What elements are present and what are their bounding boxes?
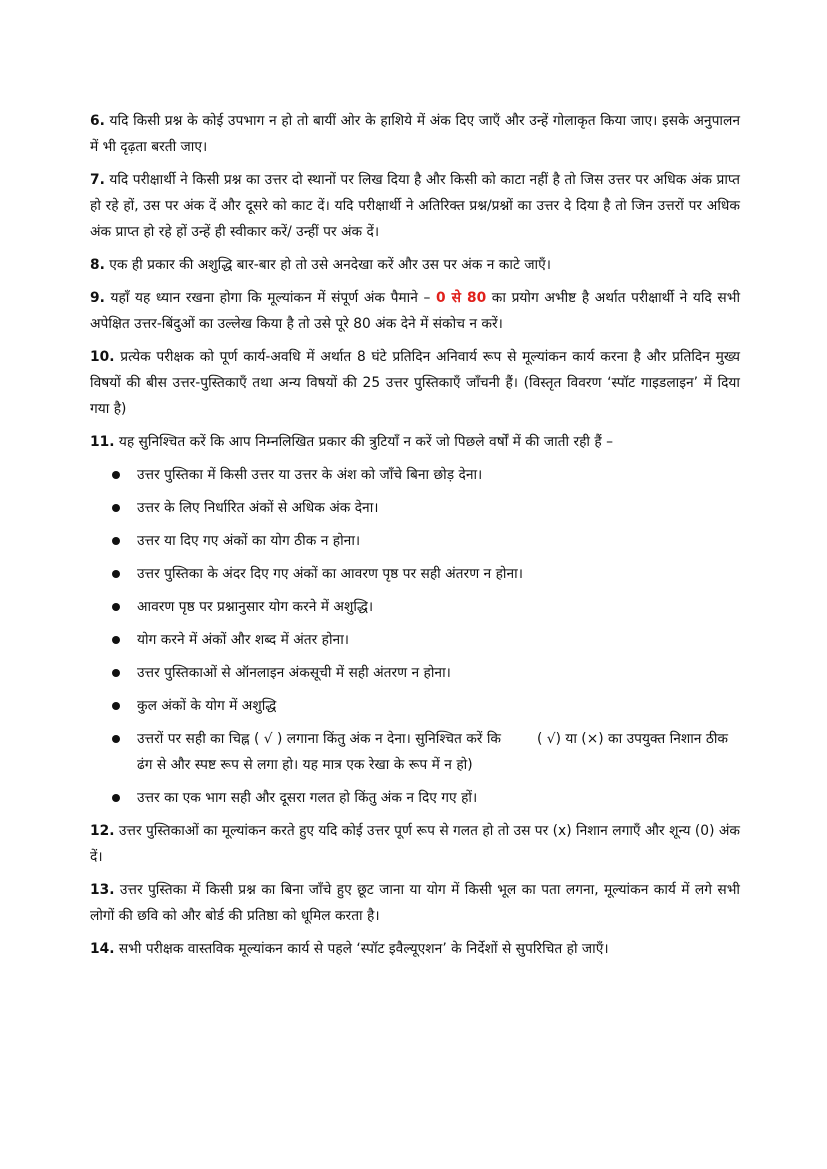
instruction-text: यहाँ यह ध्यान रखना होगा कि मूल्यांकन में संपूर्ण अंक पैमाने – (110, 290, 431, 306)
instruction-number: 9. (90, 290, 105, 306)
instruction-number: 14. (90, 941, 115, 957)
bullet-icon (112, 570, 120, 578)
bullet-icon (112, 669, 120, 677)
instruction-text: यदि किसी प्रश्न के कोई उपभाग न हो तो बायीं ओर के हाशिये में अंक दिए जाएँ और उन्हें गोलाकृत किया जाए। इसके अनुपालन में भी दृढ़ता बरती जाए। (90, 113, 740, 155)
list-item: योग करने में अंकों और शब्द में अंतर होना। (90, 627, 740, 653)
instruction-number: 11. (90, 434, 115, 450)
instruction-text: उत्तर पुस्तिकाओं का मूल्यांकन करते हुए यदि कोई उत्तर पूर्ण रूप से गलत हो तो उस पर (x) निशान लगाएँ और शून्य (0) अंक दें। (90, 823, 740, 865)
list-item: उत्तर पुस्तिकाओं से ऑनलाइन अंकसूची में सही अंतरण न होना। (90, 660, 740, 686)
instruction-10 (90, 344, 740, 422)
list-item-tick-mark: उत्तरों पर सही का चिह्न ( √ ) लगाना किंतु अंक न देना। सुनिश्चित करें कि ( √) या (×) का उपयुक्त निशान ठीक ढंग से और स्पष्ट रूप से लगा हो। यह मात्र एक रेखा के रूप में न हो) (90, 726, 740, 778)
instruction-12 (90, 818, 740, 870)
instruction-number: 10. (90, 349, 115, 365)
instruction-number: 12. (90, 823, 115, 839)
bullet-icon (112, 636, 120, 644)
instruction-text: उत्तर पुस्तिका में किसी प्रश्न का बिना जाँचे हुए छूट जाना या योग में किसी भूल का पता लगना, मूल्यांकन कार्य में लगे सभी लोगों की छवि को और बोर्ड की प्रतिष्ठा को धूमिल करता है। (90, 882, 741, 924)
list-item: उत्तर का एक भाग सही और दूसरा गलत हो किंतु अंक न दिए गए हों। (90, 785, 740, 811)
bullet-icon (112, 504, 120, 512)
instruction-number: 13. (90, 882, 115, 898)
instruction-13 (90, 877, 740, 929)
instruction-text-continued: का प्रयोग अभीष्ट है अर्थात परीक्षार्थी ने यदि सभी अपेक्षित उत्तर-बिंदुओं का उल्लेख किया है तो उसे पूरे 80 अंक देने में संकोच न करें। (90, 290, 741, 332)
instruction-text: प्रत्येक परीक्षक को पूर्ण कार्य-अवधि में अर्थात 8 घंटे प्रतिदिन अनिवार्य रूप से मूल्यांकन कार्य करना है और प्रतिदिन मुख्य विषयों की बीस उत्तर-पुस्तिकाएँ तथा अन्य विषयों की 25 उत्तर पुस्तिकाएँ जाँचनी हैं। (विस्तृत विवरण ‘स्पॉट गाइडलाइन’ में दिया गया है) (90, 349, 741, 417)
instruction-8 (90, 252, 740, 278)
instructions-content (90, 108, 740, 969)
instruction-9 (90, 285, 740, 337)
bullet-icon (112, 702, 120, 710)
list-item: उत्तर के लिए निर्धारित अंकों से अधिक अंक देना। (90, 495, 740, 521)
list-item: उत्तर या दिए गए अंकों का योग ठीक न होना। (90, 528, 740, 554)
error-list (90, 462, 740, 811)
instruction-text: एक ही प्रकार की अशुद्धि बार-बार हो तो उसे अनदेखा करें और उस पर अंक न काटे जाएँ। (109, 257, 551, 273)
bullet-icon (112, 537, 120, 545)
instruction-11 (90, 429, 740, 455)
instruction-7 (90, 167, 740, 245)
list-item: उत्तर पुस्तिका के अंदर दिए गए अंकों का आवरण पृष्ठ पर सही अंतरण न होना। (90, 561, 740, 587)
instruction-text: यदि परीक्षार्थी ने किसी प्रश्न का उत्तर दो स्थानों पर लिख दिया है और किसी को काटा नहीं है तो जिस उत्तर पर अधिक अंक प्राप्त हो रहे हों, उस पर अंक दें और दूसरे को काट दें। यदि परीक्षार्थी ने अतिरिक्त प्रश्न/प्रश्नों का उत्तर दे दिया है तो जिन उत्तरों पर अधिक अंक प्राप्त हो रहे हों उन्हें ही स्वीकार करें/ उन्हीं पर अंक दें। (90, 172, 741, 240)
list-item: उत्तर पुस्तिका में किसी उत्तर या उत्तर के अंश को जाँचे बिना छोड़ देना। (90, 462, 740, 488)
bullet-icon (112, 471, 120, 479)
instruction-number: 6. (90, 113, 105, 129)
bullet-icon (112, 735, 120, 743)
list-item: कुल अंकों के योग में अशुद्धि (90, 693, 740, 719)
instruction-number: 8. (90, 257, 105, 273)
bullet-icon (112, 603, 120, 611)
marks-range-highlight: 0 से 80 (436, 290, 487, 306)
list-item: आवरण पृष्ठ पर प्रश्नानुसार योग करने में अशुद्धि। (90, 594, 740, 620)
instruction-14 (90, 936, 740, 962)
bullet-icon (112, 794, 120, 802)
instruction-6 (90, 108, 740, 160)
instruction-number: 7. (90, 172, 105, 188)
instruction-text: सभी परीक्षक वास्तविक मूल्यांकन कार्य से पहले ‘स्पॉट इवैल्यूएशन’ के निर्देशों से सुपरिचित हो जाएँ। (118, 941, 609, 957)
instruction-text: यह सुनिश्चित करें कि आप निम्नलिखित प्रकार की त्रुटियाँ न करें जो पिछले वर्षों में की जाती रही हैं – (118, 434, 613, 450)
